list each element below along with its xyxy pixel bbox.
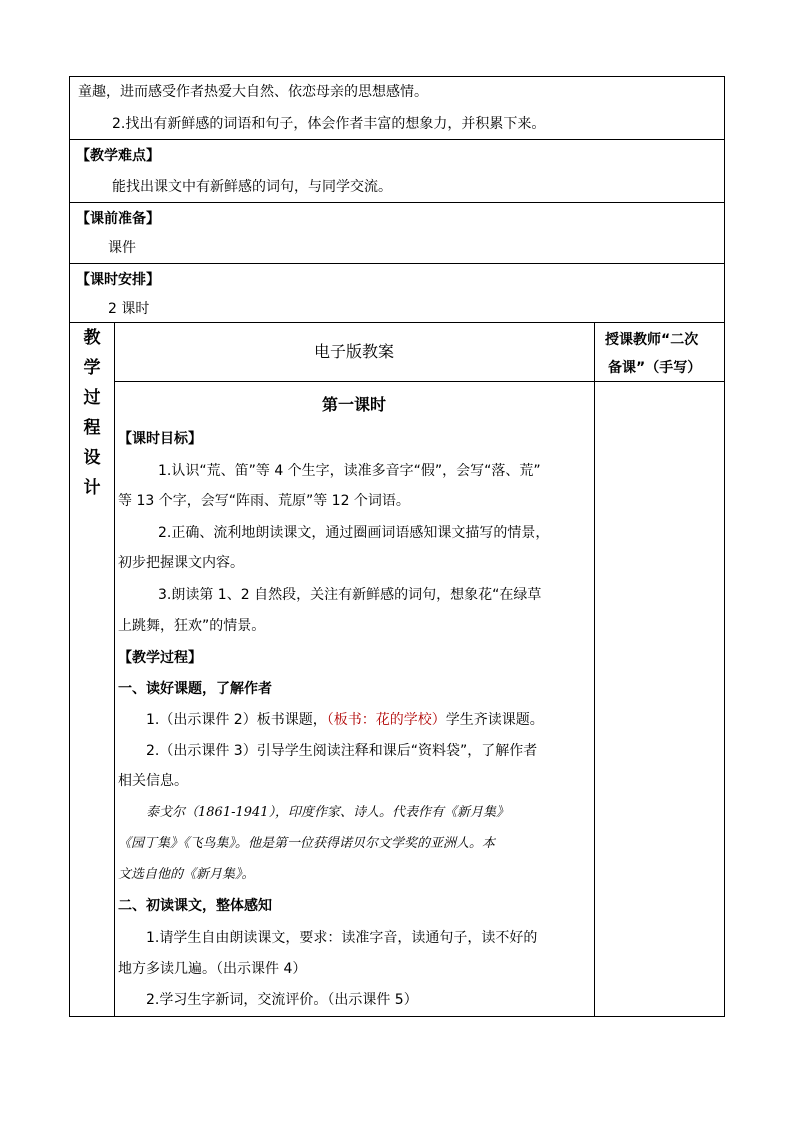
row-divider bbox=[69, 202, 725, 203]
side-label-char: 计 bbox=[83, 478, 101, 498]
column-divider bbox=[594, 322, 595, 1017]
row-divider bbox=[69, 139, 725, 140]
side-label-char: 设 bbox=[83, 448, 101, 468]
author-quote-line1: 泰戈尔（1861-1941），印度作家、诗人。代表作有《新月集》 bbox=[146, 805, 510, 820]
section-1-item-1-tail: 学生齐读课题。 bbox=[445, 712, 544, 728]
goal-2-line1: 2.正确、流利地朗读课文，通过圈画词语感知课文描写的情景， bbox=[158, 525, 550, 541]
section-2-heading: 二、初读课文，整体感知 bbox=[118, 898, 272, 914]
section-1-item-2-line1: 2.（出示课件 3）引导学生阅读注释和课后“资料袋”，了解作者 bbox=[146, 743, 538, 759]
section-2-item-1-line2: 地方多读几遍。（出示课件 4） bbox=[118, 961, 307, 977]
section-1-item-2-line2: 相关信息。 bbox=[118, 773, 188, 789]
objective-continuation: 童趣，进而感受作者热爱大自然、依恋母亲的思想感情。 bbox=[78, 84, 428, 100]
side-label-char: 学 bbox=[83, 358, 101, 378]
goal-1-line2: 等 13 个字，会写“阵雨、荒原”等 12 个词语。 bbox=[118, 493, 410, 509]
prep-heading: 【课前准备】 bbox=[76, 211, 160, 227]
author-quote-line3: 文选自他的《新月集》。 bbox=[118, 867, 255, 882]
side-label-char: 教 bbox=[83, 328, 101, 348]
teacher-notes-header-line1: 授课教师“二次 bbox=[605, 332, 699, 348]
goals-heading: 【课时目标】 bbox=[118, 431, 202, 447]
header-divider bbox=[114, 381, 725, 382]
difficulty-heading: 【教学难点】 bbox=[76, 148, 160, 164]
author-quote-line2: 《园丁集》《飞鸟集》。他是第一位获得诺贝尔文学奖的亚洲人。本 bbox=[118, 836, 496, 851]
section-1-item-1 bbox=[146, 710, 544, 730]
row-divider bbox=[69, 322, 725, 323]
goal-3-line2: 上跳舞，狂欢”的情景。 bbox=[118, 618, 266, 634]
schedule-text: 2 课时 bbox=[108, 301, 150, 317]
section-2-item-2: 2.学习生字新词，交流评价。（出示课件 5） bbox=[146, 992, 418, 1008]
objective-item-2: 2.找出有新鲜感的词语和句子，体会作者丰富的想象力，并积累下来。 bbox=[112, 116, 546, 132]
section-2-item-1-line1: 1.请学生自由朗读课文，要求：读准字音，读通句子，读不好的 bbox=[146, 930, 538, 946]
goal-3-line1: 3.朗读第 1、2 自然段，关注有新鲜感的词句，想象花“在绿草 bbox=[158, 587, 542, 603]
teacher-notes-header-line2: 备课”（手写） bbox=[608, 360, 702, 376]
section-1-heading: 一、读好课题，了解作者 bbox=[118, 681, 272, 697]
section-1-item-1-text: 1.（出示课件 2）板书课题， bbox=[146, 712, 327, 728]
goal-2-line2: 初步把握课文内容。 bbox=[118, 555, 244, 571]
electronic-plan-header: 电子版教案 bbox=[313, 342, 394, 361]
blackboard-title: （板书：花的学校） bbox=[326, 712, 446, 728]
schedule-heading: 【课时安排】 bbox=[76, 272, 160, 288]
process-heading: 【教学过程】 bbox=[118, 650, 202, 666]
side-label-char: 过 bbox=[83, 388, 101, 408]
prep-text: 课件 bbox=[108, 240, 136, 256]
row-divider bbox=[69, 263, 725, 264]
column-divider bbox=[114, 322, 115, 1017]
goal-1-line1: 1.认识“荒、笛”等 4 个生字，读准多音字“假”，会写“落、荒” bbox=[158, 463, 541, 479]
difficulty-text: 能找出课文中有新鲜感的词句，与同学交流。 bbox=[112, 179, 392, 195]
lesson-title: 第一课时 bbox=[321, 395, 386, 414]
side-label-char: 程 bbox=[83, 418, 101, 438]
